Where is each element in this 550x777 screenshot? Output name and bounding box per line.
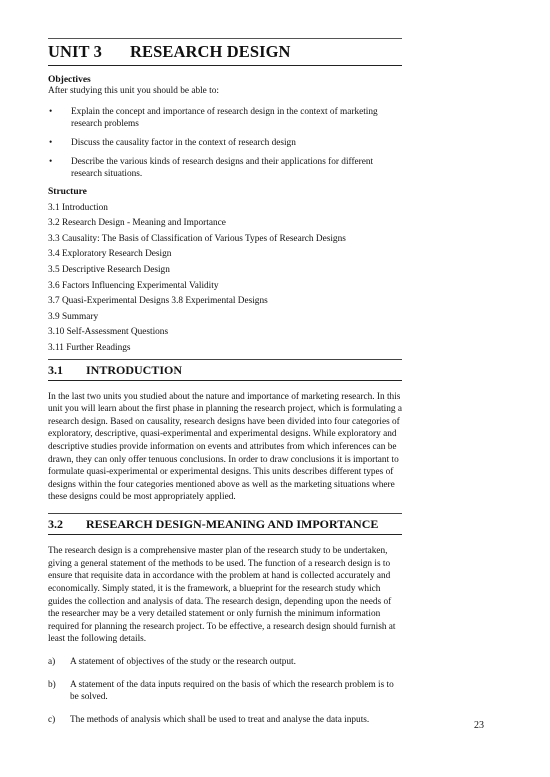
list-item: 3.3 Causality: The Basis of Classification of Various Types of Research Designs: [48, 233, 346, 244]
section-rule-top: [48, 513, 402, 514]
list-item: a) A statement of objectives of the study or the research output.: [48, 656, 296, 667]
unit-title-text: RESEARCH DESIGN: [130, 42, 291, 61]
list-item: • Discuss the causality factor in the context of research design: [49, 137, 296, 148]
top-rule: [48, 38, 402, 39]
section-paragraph: The research design is a comprehensive master plan of the research study to be undertaken, giving a general statement of the methods to be used. The function of a research design is to ensure that requisite data in accordance with the problem at hand is collected accurately and economically. Simply stated, it is the framework, a blueprint for the research study which guides the collection and analysis of data. The research design, depending upon the needs of the researcher may be a very detailed statement or only furnish the minimum information required for planning the research project. To be effective, a research design should furnish at least the following details.: [48, 546, 396, 645]
list-item: 3.4 Exploratory Research Design: [48, 249, 172, 260]
bullet-icon: •: [49, 137, 53, 148]
unit-number: UNIT 3: [48, 42, 102, 61]
section-rule: [48, 534, 402, 535]
objectives-heading: Objectives: [48, 75, 91, 85]
list-item: 3.11 Further Readings: [48, 342, 131, 353]
bullet-icon: •: [49, 106, 53, 117]
section-heading: 3.1 INTRODUCTION: [48, 362, 183, 377]
structure-list: [48, 201, 402, 357]
bullet-icon: •: [49, 156, 53, 167]
page-number: 23: [474, 720, 484, 731]
document-page: [48, 38, 402, 736]
list-item: • Explain the concept and importance of research design in the context of marketing research problems: [49, 106, 378, 129]
section-paragraph: In the last two units you studied about the nature and importance of marketing research. In this unit you will learn about the first phase in planning the research project, which is formulating a research design. Based on causality, research designs have been divided into four categories of exploratory, descriptive, quasi-experimental and experimental designs. While exploratory and descriptive studies provide information on events and attributes from which inferences can be drawn, they can only offer tenuous conclusions. In order to draw conclusions it is important to formulate quasi-experimental or experimental designs. This units describes different types of designs within the four categories mentioned above as well as the marketing situations where these designs could be most appropriately applied.: [48, 391, 402, 503]
list-item: 3.1 Introduction: [48, 202, 108, 213]
list-item: b) A statement of the data inputs required on the basis of which the research problem is to be solved.: [48, 679, 394, 703]
list-item: 3.2 Research Design - Meaning and Importance: [48, 218, 226, 229]
structure-heading: Structure: [48, 186, 87, 197]
section-rule: [48, 380, 402, 381]
list-item: 3.10 Self-Assessment Questions: [48, 327, 169, 338]
list-item: c) The methods of analysis which shall be used to treat and analyse the data inputs.: [48, 714, 370, 725]
title-rule: [48, 65, 402, 66]
section-rule-top: [48, 359, 402, 360]
list-item: • Describe the various kinds of research designs and their applications for different research situations.: [49, 156, 374, 179]
details-list: [48, 656, 402, 726]
unit-title: [48, 42, 402, 62]
list-item: 3.5 Descriptive Research Design: [48, 264, 170, 275]
section-heading: 3.2 RESEARCH DESIGN-MEANING AND IMPORTANCE: [48, 517, 379, 532]
list-item: 3.6 Factors Influencing Experimental Validity: [48, 280, 219, 291]
list-item: 3.7 Quasi-Experimental Designs 3.8 Experimental Designs: [48, 296, 268, 307]
objectives-intro: After studying this unit you should be able to:: [48, 86, 219, 96]
objectives-list: [48, 106, 402, 180]
list-item: 3.9 Summary: [48, 311, 99, 322]
